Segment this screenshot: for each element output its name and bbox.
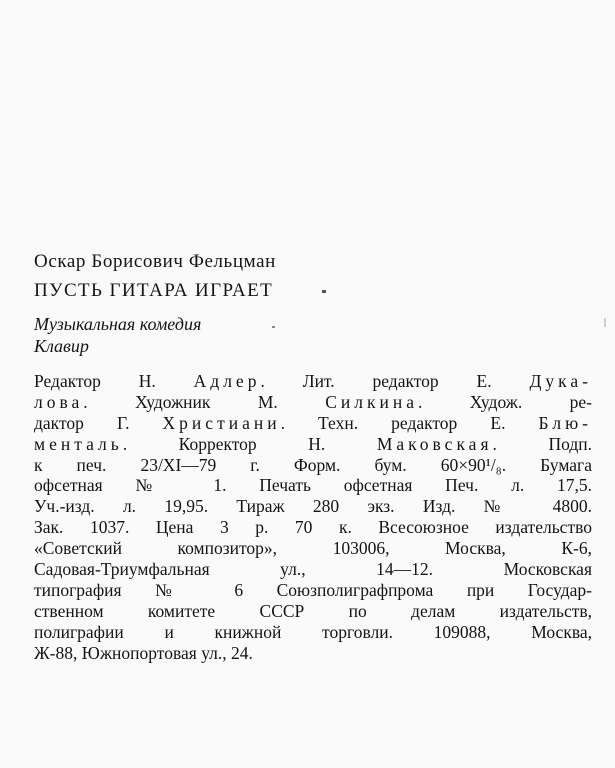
imprint-text: Редактор Н. [34,371,194,391]
imprint-line: Уч.-изд. л. 19,95. Тираж 280 экз. Изд. № 4800. [34,496,592,517]
spaced-name: лова [34,391,84,412]
imprint-line [34,434,592,455]
spaced-name: Христиани [162,412,281,433]
imprint-text: . Лит. редактор Е. [260,371,530,391]
spaced-name: Адлер [193,371,261,391]
margin-speck [322,290,326,293]
spaced-name: менталь [34,433,123,454]
spaced-name: Блю- [538,412,592,433]
margin-speck [604,318,606,327]
imprint-line [34,392,592,413]
imprint-line: офсетная № 1. Печать офсетная Печ. л. 17,5. [34,475,592,496]
spaced-name: Дука- [529,371,592,391]
imprint-text: . Худож. ре- [417,391,592,412]
spaced-name: Маковская [376,433,493,454]
imprint-line: Зак. 1037. Цена 3 р. 70 к. Всесоюзное издательство [34,517,592,538]
imprint-text: . Корректор Н. [122,433,377,454]
imprint-line: ственном комитете СССР по делам издательств, [34,600,592,621]
imprint-line [34,413,592,434]
imprint-line: к печ. 23/XI—79 г. Форм. бум. 60×90¹/₈. Бумага [34,454,592,475]
margin-speck [272,326,275,328]
book-title: ПУСТЬ ГИТАРА ИГРАЕТ [34,280,274,301]
genre-line: Клавир [34,336,89,356]
genre-block [34,313,201,357]
imprint-text: дактор Г. [34,412,163,433]
imprint-line: Ж-88, Южнопортовая ул., 24. [34,642,253,663]
imprint-text: . Техн. редактор Е. [280,412,539,433]
imprint-line: полиграфии и книжной торговли. 109088, Москва, [34,621,592,642]
spaced-name: Силкина [325,391,418,412]
imprint-line: Садовая-Триумфальная ул., 14—12. Московская [34,559,592,580]
genre-line: Музыкальная комедия [34,314,202,334]
imprint-line: «Советский композитор», 103006, Москва, К-6, [34,538,592,559]
imprint-text: . Художник М. [83,391,326,412]
author-name: Оскар Борисович Фельцман [34,251,276,272]
imprint-text: . Подп. [492,433,592,454]
imprint-line [34,371,592,392]
imprint-line: типография № 6 Союзполиграфпрома при Государ- [34,579,592,600]
imprint-block [34,371,592,663]
